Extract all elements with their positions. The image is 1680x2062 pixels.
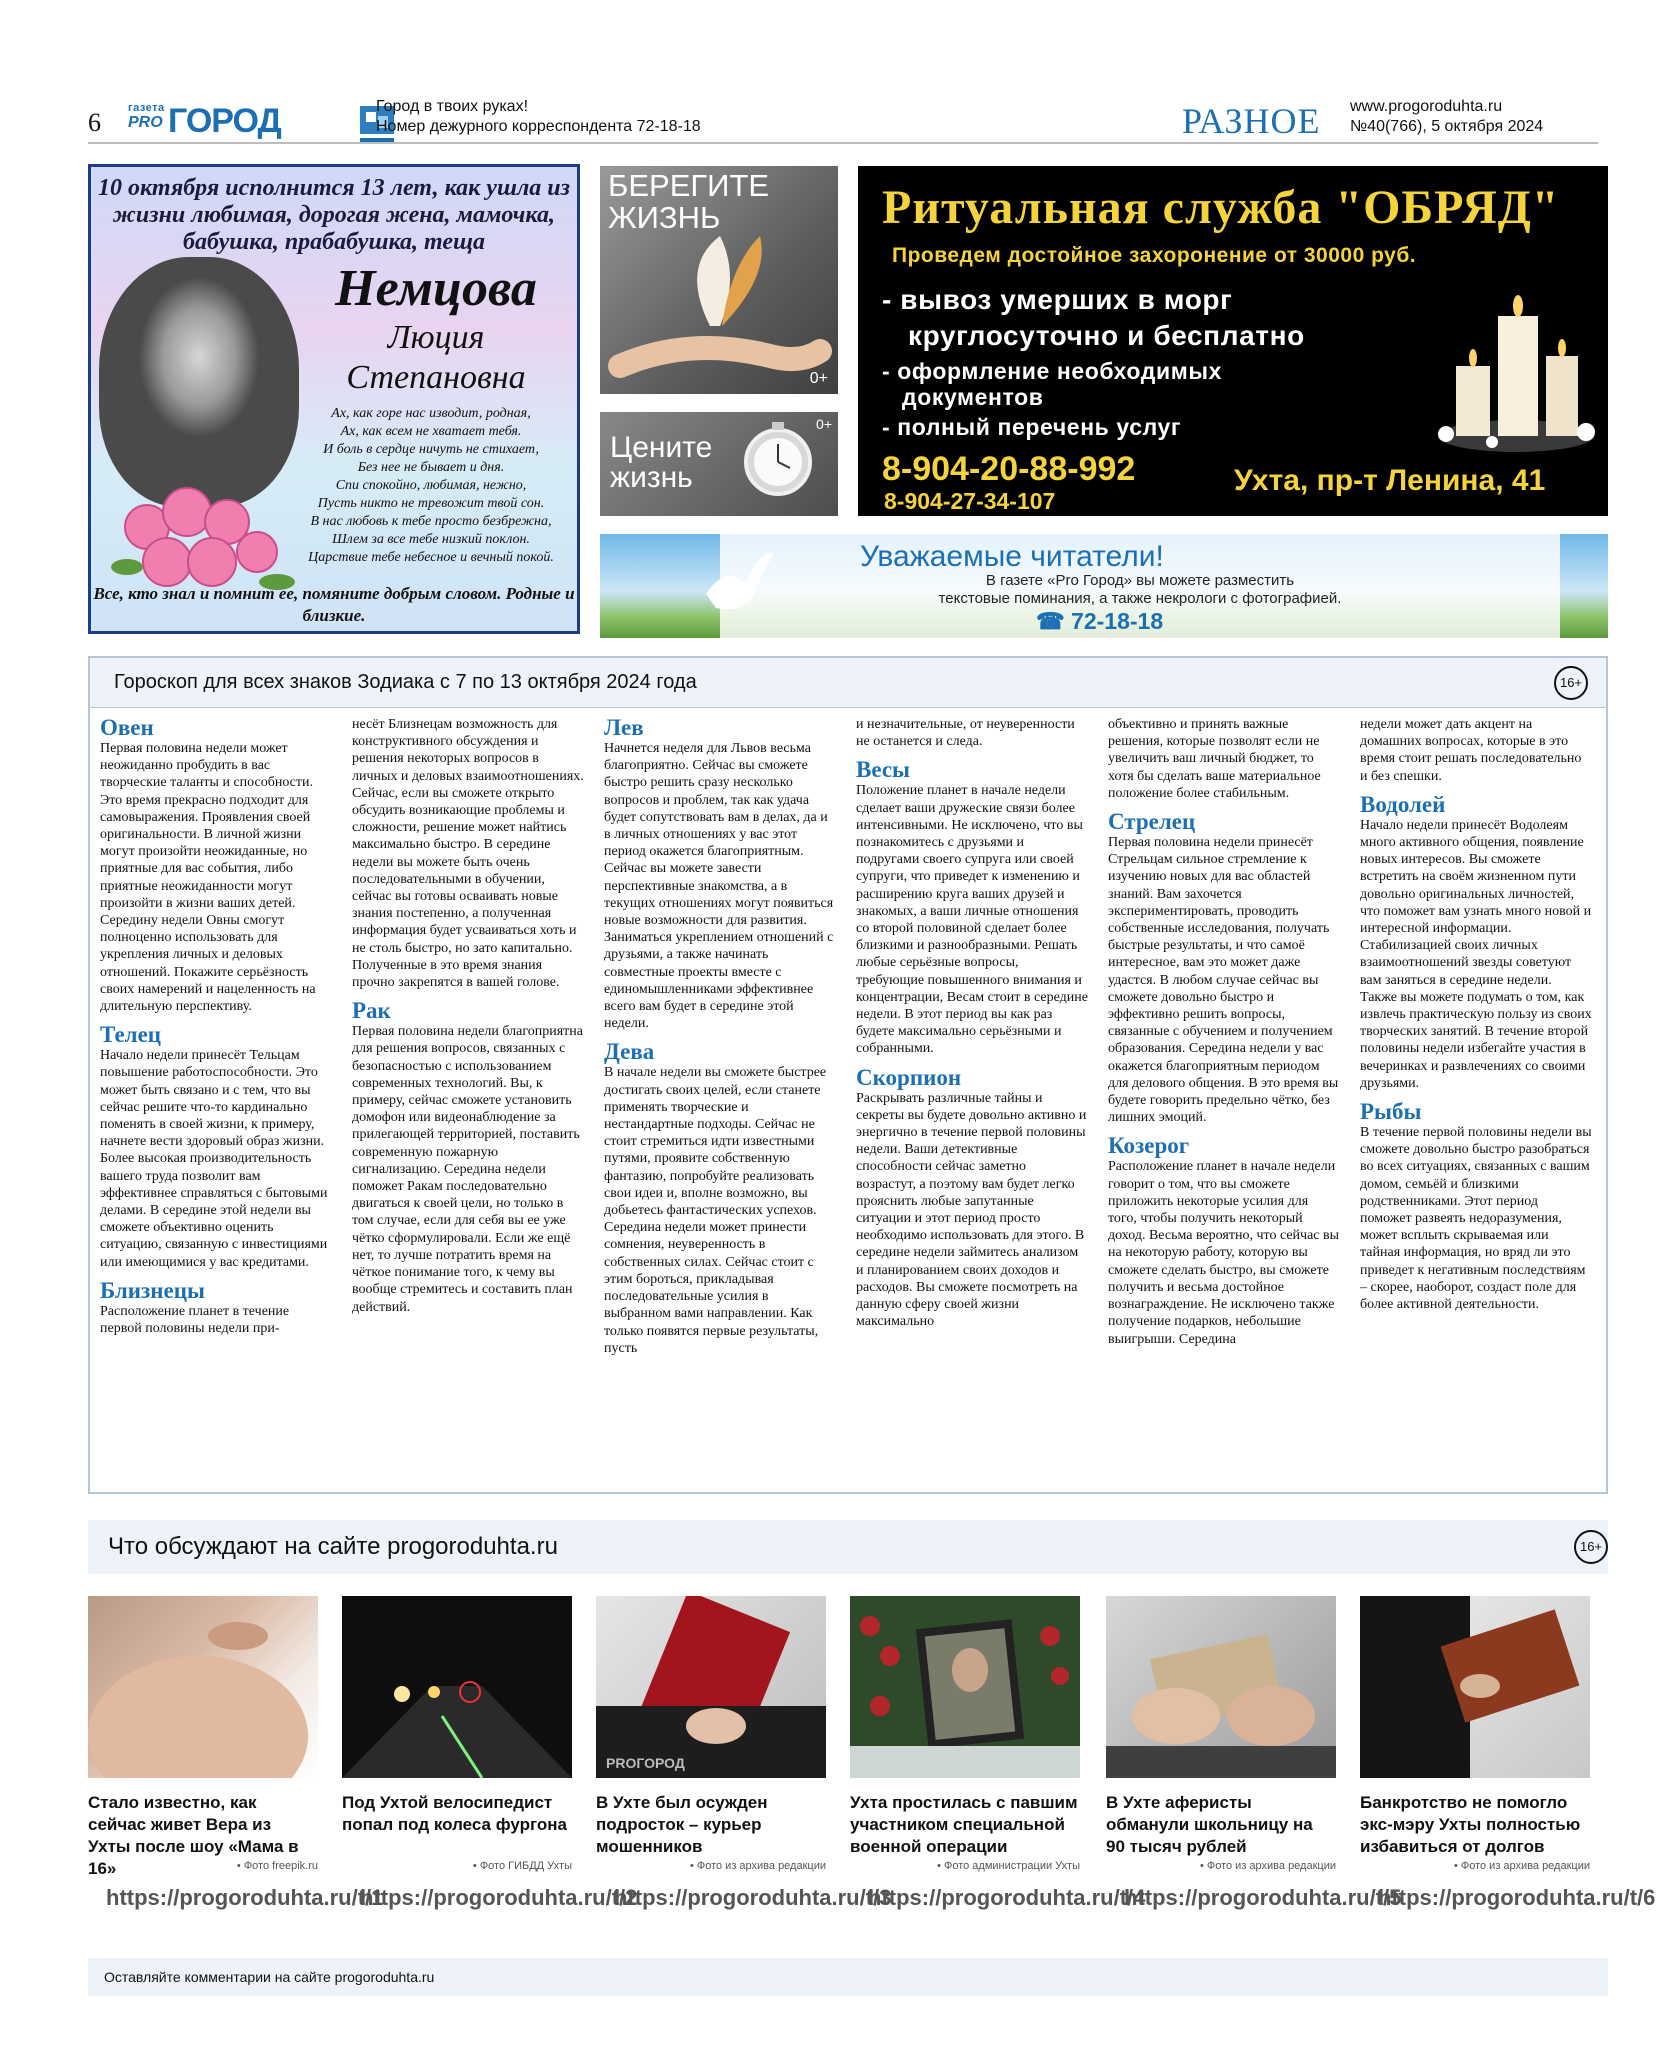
zodiac-forecast-text: Начало недели принесёт Тельцам повышение работоспособности. Это может быть связано и с тем, что вы сейчас решите что-то кардинально поменять в своей жизни, к примеру, начнете вести здоровый образ жизни. Более высокая производительность вашего труда позволит вам эффективнее справляться с бытовыми делами. В середине этой недели вы сможете объективно оценить ситуацию, связанную с инвестициями или имеющимися у вас кредитами. — [100, 1048, 328, 1270]
zodiac-sign-heading: Лев — [604, 716, 644, 740]
social-ad1-line1: БЕРЕГИТЕ — [608, 168, 770, 203]
memorial-surname: Немцова — [335, 260, 537, 317]
zodiac-forecast-text: несёт Близнецам возможность для конструктивного обсуждения и решения некоторых вопросов в личных и деловых взаимоотношениях. Сейчас, если вы сможете открыто обсудить возникающие проблемы и сложности, решение может найтись максимально быстро. В середине недели вы можете быть очень последовательными в обучении, сейчас вы готовы осваивать новые знания постепенно, а полученная информация будет усваиваться хоть и не столь быстро, но зато капитально. Полученные в это время знания прочно закрепятся в вашей голове. — [352, 717, 584, 991]
memorial-footer: Все, кто знал и помнит ее, помяните добрым словом. Родные и близкие. — [93, 584, 575, 625]
poem-line: Шлем за все тебе низкий поклон. — [332, 532, 530, 547]
news-photo-red-folder — [1360, 1596, 1590, 1778]
social-ad2-line1: Цените — [610, 431, 713, 464]
news-photo-money-hands — [1106, 1596, 1336, 1778]
horoscope-title: Гороскоп для всех знаков Зодиака с 7 по 13 октября 2024 года — [114, 671, 697, 693]
issue-number-date: №40(766), 5 октября 2024 — [1350, 118, 1544, 135]
zodiac-forecast-text: Первая половина недели принесёт Стрельцам сильное стремление к изучению новых для вас областей знаний. Вам захочется экспериментировать, проводить собственные исследования, получать быстрые результаты, и что самоё интересное, вам это может даже удастся. В любом случае сейчас вы сможете довольно быстро и эффективно решить вопросы, связанные с обучением и получением образования. Середина недели у вас окажется благоприятным периодом для делового общения. В это время вы будете говорить предельно чётко, без лишних эмоций. — [1108, 835, 1339, 1126]
horoscope-column — [1360, 716, 1592, 1482]
ritual-service-ad — [858, 166, 1608, 516]
zodiac-sign-heading: Рыбы — [1360, 1099, 1422, 1125]
zodiac-forecast-text: Раскрывать различные тайны и секреты вы будете довольно активно и энергично в течение первой половины недели. Ваши детективные способности сейчас заметно возрастут, а поэтому вам будет легко прояснить любые запутанные ситуации и этот период просто необходимо использовать для этого. В середине недели займитесь анализом и планированием своих доходов и расходов. Вы сможете посмотреть на данную сферу своей жизни максимально — [856, 1090, 1087, 1330]
discussed-title-bar — [88, 1520, 1608, 1574]
news-link[interactable]: https://progoroduhta.ru/t/6 — [1378, 1885, 1656, 1910]
comments-prompt[interactable]: Оставляйте комментарии на сайте progoroduhta.ru — [104, 1969, 435, 1985]
zodiac-forecast-text: В начале недели вы сможете быстрее достигать своих целей, если станете применять творческие и нестандартные подходы. Сейчас не стоит стремиться идти известными путями, проявите собственную фантазию, попробуйте реализовать свои идеи и, вполне возможно, вы добьетесь фантастических успехов. Середина недели может принести сомнения, неуверенность в собственных силах. Сейчас стоит с этим бороться, прикладывая последовательные усилия в выбранном вами направлении. Как только появятся первые результаты, пусть — [604, 1065, 827, 1356]
news-card[interactable] — [342, 1596, 638, 1910]
horoscope-column — [100, 716, 332, 1482]
logo-pro-text: PRO — [128, 114, 163, 131]
discussed-title: Что обсуждают на сайте progoroduhta.ru — [108, 1533, 558, 1560]
photo-credit: • Фото из архива редакции — [689, 1860, 826, 1872]
zodiac-sign-heading: Козерог — [1108, 1133, 1190, 1159]
poem-line: Спи спокойно, любимая, нежно, — [335, 478, 527, 493]
news-photo-night-road — [342, 1596, 572, 1778]
news-link[interactable]: https://progoroduhta.ru/t/5 — [1124, 1885, 1402, 1910]
news-headline[interactable]: Стало известно, как сейчас живет Вера из Ухты после шоу «Мама в 16» — [88, 1793, 299, 1878]
poem-line: Пусть никто не тревожит твой сон. — [317, 496, 545, 511]
memorial-first-name: Люция — [387, 319, 485, 356]
age-rating: 0+ — [816, 416, 832, 432]
age-rating-badge: 16+ — [1574, 1530, 1608, 1564]
zodiac-forecast-text: Расположение планет в течение первой половины недели при- — [100, 1303, 290, 1337]
poem-line: В нас любовь к тебе просто безбрежна, — [310, 514, 552, 529]
zodiac-sign-heading: Телец — [100, 1022, 162, 1048]
news-link[interactable]: https://progoroduhta.ru/t/4 — [868, 1885, 1146, 1910]
news-headline[interactable]: Под Ухтой велосипедист попал под колеса фургона — [342, 1793, 567, 1834]
zodiac-sign-heading: Водолей — [1360, 791, 1446, 817]
news-headline[interactable]: В Ухте аферисты обманули школьницу на 90 тысяч рублей — [1106, 1793, 1313, 1856]
social-ad2-line2: жизнь — [610, 461, 693, 494]
news-photo-pregnancy — [88, 1596, 318, 1778]
zodiac-forecast-text: Положение планет в начале недели сделает ваши дружеские связи более интенсивными. Не исключено, что вы познакомитесь с друзьями и подругами своего супруга или своей супруги, что приведет к изменению и расширению круга ваших друзей и знакомых, а ваши личные отношения со второй половиной сделает более близкими и разнообразными. Решать любые серьёзные вопросы, требующие повышенного внимания и концентрации, Весам стоит в середине недели. В этот период вы как раз будете максимально серьёзными и собранными. — [856, 783, 1088, 1057]
poem-line: Ах, как всем не хватает тебя. — [340, 424, 522, 439]
social-ad-protect-life — [600, 166, 838, 394]
poem-line: Царствие тебе небесное и вечный покой. — [308, 550, 554, 565]
poem-line: И боль в сердце ничуть не стихает, — [323, 442, 539, 457]
zodiac-forecast-text: Первая половина недели может неожиданно пробудить в вас творческие таланты и способности. Это время прекрасно подходит для самовыражения. Проявления своей оригинальности. В личной жизни могут произойти неожиданные, но приятные для вас события, либо приятные неожиданности могут произойти в жизни ваших детей. Середину недели Овны смогут полноценно использовать для укрепления личных и деловых отношений. Покажите серьёзность своих намерений и нацеленность на длительную перспективу. — [100, 741, 316, 1015]
zodiac-sign-heading: Скорпион — [856, 1064, 962, 1090]
zodiac-forecast-text: недели может дать акцент на домашних вопросах, которые в это время стоит решать последовательно и без спешки. — [1360, 717, 1582, 784]
age-rating: 0+ — [809, 370, 828, 387]
poem-line: Ах, как горе нас изводит, родная, — [331, 406, 531, 421]
ritual-address: Ухта, пр-т Ленина, 41 — [1234, 464, 1546, 497]
news-card[interactable] — [1360, 1596, 1656, 1910]
memorial-notice — [88, 164, 580, 634]
comments-bar — [88, 1958, 1608, 1996]
memorial-poem — [281, 405, 581, 567]
news-photo-court-folder — [596, 1596, 826, 1778]
horoscope-section — [88, 656, 1608, 1494]
header-correspondent-phone: Номер дежурного корреспондента 72-18-18 — [376, 118, 701, 135]
newspaper-logo — [128, 102, 338, 140]
photo-credit: • Фото администрации Ухты — [937, 1860, 1080, 1872]
readers-phone[interactable]: ☎ 72-18-18 — [1036, 608, 1164, 634]
zodiac-sign-heading: Весы — [856, 757, 910, 783]
service-item: - вывоз умерших в морг — [882, 284, 1233, 315]
logo-small-text: газета — [128, 102, 165, 114]
news-card[interactable] — [88, 1596, 384, 1910]
section-title: РАЗНОЕ — [1182, 101, 1321, 141]
service-item: - полный перечень услуг — [882, 414, 1182, 440]
horoscope-column — [604, 716, 836, 1482]
news-link[interactable]: https://progoroduhta.ru/t/3 — [614, 1885, 892, 1910]
service-item: круглосуточно и бесплатно — [908, 320, 1305, 351]
ritual-ad-title: Ритуальная служба "ОБРЯД" — [882, 181, 1560, 234]
zodiac-sign-heading: Стрелец — [1108, 809, 1196, 835]
horoscope-column — [856, 716, 1088, 1482]
zodiac-forecast-text: Начнется неделя для Львов весьма благоприятно. Сейчас вы сможете быстро решить сразу несколько вопросов и проблем, так как удача будет сопутствовать вам в делах, да и в личных отношениях у вас этот период окажется благоприятным. Сейчас вы можете завести перспективные знакомства, а в текущих отношениях могут появиться новые возможности для развития. Заниматься укреплением отношений с друзьями, а также начинать совместные проекты вместе с единомышленниками эффективнее всего вам будет в середине этой недели. — [604, 741, 834, 1032]
zodiac-forecast-text: Первая половина недели благоприятна для решения вопросов, связанных с безопасностью с использованием современных технологий. Вы, к примеру, сейчас сможете установить домофон или видеонаблюдение за прилегающей территорией, поставить современную пожарную сигнализацию. Середина недели поможет Ракам последовательно двигаться к своей цели, но только в том случае, если для себя вы ее уже чётко сформулировали. Если же ещё нет, то лучше потратить время на чёткое понимание того, к чему вы вообще стремитесь и составить план действий. — [352, 1024, 583, 1315]
news-card[interactable] — [1106, 1596, 1402, 1910]
news-link[interactable]: https://progoroduhta.ru/t/1 — [106, 1885, 384, 1910]
zodiac-forecast-text: объективно и принять важные решения, которые позволят если не увеличить ваш личный бюджет, то хотя бы сделать ваше материальное положение более стабильным. — [1108, 717, 1321, 801]
age-rating-badge: 16+ — [1554, 666, 1588, 700]
memorial-patronymic: Степановна — [346, 359, 526, 396]
photo-credit: • Фото из архива редакции — [1453, 1860, 1590, 1872]
horoscope-title-bar — [90, 658, 1606, 708]
ritual-phone-primary[interactable]: 8-904-20-88-992 — [882, 450, 1136, 488]
photo-credit: • Фото ГИБДД Ухты — [472, 1860, 572, 1872]
photo-credit: • Фото freepik.ru — [236, 1860, 318, 1872]
social-ad1-line2: ЖИЗНЬ — [608, 200, 721, 235]
roses-image — [107, 467, 307, 597]
header-site-link[interactable]: www.progoroduhta.ru — [1350, 98, 1503, 115]
zodiac-forecast-text: и незначительные, от неуверенности не останется и следа. — [856, 717, 1075, 750]
readers-announcement — [600, 534, 1608, 638]
news-card[interactable] — [850, 1596, 1146, 1910]
news-photo-memorial-portrait — [850, 1596, 1080, 1778]
header-tagline: Город в твоих руках! — [376, 98, 529, 115]
butterfly-hand-icon — [600, 166, 838, 394]
news-card[interactable] — [596, 1596, 892, 1910]
horoscope-column — [1108, 716, 1340, 1482]
readers-heading: Уважаемые читатели! — [860, 540, 1164, 573]
readers-line2: текстовые поминания, а также некрологи с фотографией. — [938, 590, 1342, 607]
news-headline[interactable]: Банкротство не помогло экс-мэру Ухты полностью избавиться от долгов — [1360, 1793, 1581, 1856]
page-header — [88, 96, 1598, 144]
social-ad-value-life — [600, 412, 838, 516]
zodiac-sign-heading: Рак — [352, 998, 391, 1024]
ritual-phone-secondary[interactable]: 8-904-27-34-107 — [884, 488, 1056, 514]
logo-name-text: ГОРОД — [168, 102, 281, 140]
news-headline[interactable]: В Ухте был осужден подросток – курьер мошенников — [596, 1793, 768, 1856]
ritual-ad-subtitle: Проведем достойное захоронение от 30000 руб. — [892, 244, 1417, 267]
photo-credit: • Фото из архива редакции — [1199, 1860, 1336, 1872]
zodiac-sign-heading: Овен — [100, 716, 154, 740]
zodiac-forecast-text: В течение первой половины недели вы сможете довольно быстро разобраться во всех ситуациях, связанных с вашим домом, семьёй и близкими родственниками. Этот период поможет развеять недоразумения, может всплыть скрываемая или тайная информация, но вряд ли это приведет к негативным последствиям – скорее, наоборот, создаст поле для более активной деятельности. — [1360, 1125, 1592, 1313]
horoscope-column — [352, 716, 584, 1482]
news-headline[interactable]: Ухта простилась с павшим участником специальной военной операции — [850, 1793, 1078, 1856]
memorial-intro: 10 октября исполнится 13 лет, как ушла из жизни любимая, дорогая жена, мамочка, бабушка, прабабушка, теща — [98, 175, 570, 255]
watermark: PROГОРОД — [606, 1755, 685, 1771]
zodiac-forecast-text: Расположение планет в начале недели говорит о том, что вы сможете приложить некоторые усилия для того, чтобы получить некоторый доход. Весьма вероятно, что сейчас вы на некоторую работу, которую вы сможете сделать быстро, вы сможете получить и весьма достойное вознаграждение. Не исключено также получение подарков, небольшие выигрыши. Середина — [1108, 1159, 1340, 1347]
zodiac-sign-heading: Близнецы — [100, 1277, 205, 1303]
page-number: 6 — [88, 108, 101, 137]
zodiac-sign-heading: Дева — [604, 1039, 655, 1065]
candles-image — [1436, 276, 1596, 456]
news-link[interactable]: https://progoroduhta.ru/t/2 — [360, 1885, 638, 1910]
poem-line: Без нее не бывает и дня. — [357, 460, 505, 475]
readers-line1: В газете «Pro Город» вы можете разместить — [985, 572, 1295, 589]
zodiac-forecast-text: Начало недели принесёт Водолеям много активного общения, появление новых интересов. Вы сможете встретить на своём жизненном пути довольно оригинальных личностей, что поможет вам узнать много новой и интересной информации. Стабилизацией своих личных взаимоотношений звезды советуют вам заняться в середине недели. Также вы можете подумать о том, как извлечь практическую пользу из своих творческих занятий. В течение второй половины недели избегайте участия в вечеринках и развлечениях со своими друзьями. — [1360, 817, 1592, 1091]
service-item: документов — [902, 384, 1044, 410]
service-item: - оформление необходимых — [882, 358, 1222, 384]
